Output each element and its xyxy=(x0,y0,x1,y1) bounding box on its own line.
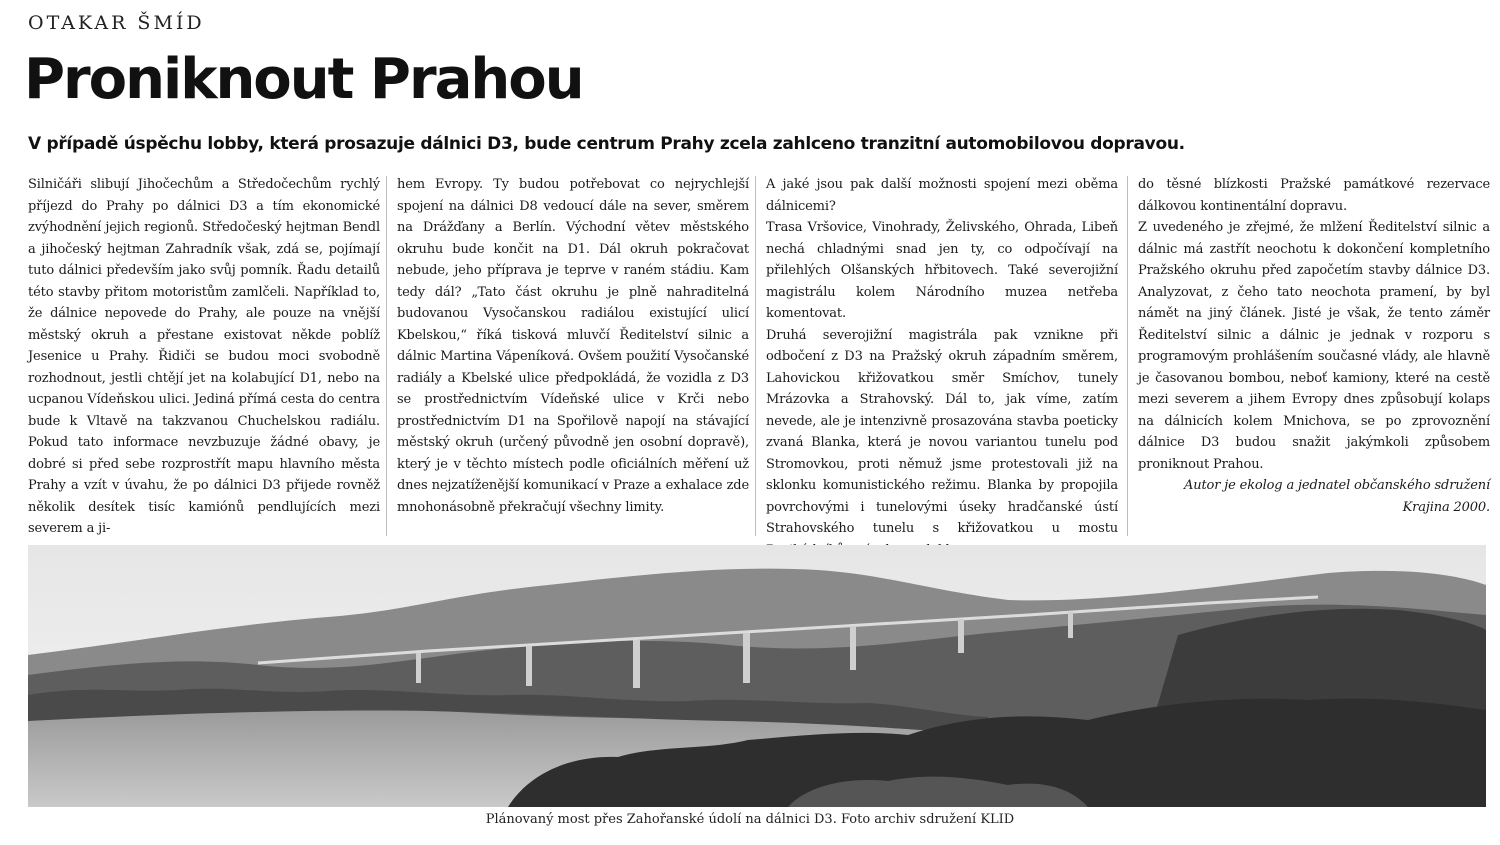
article-column-3 xyxy=(766,174,1118,561)
bridge-pillar xyxy=(1068,612,1073,638)
bridge-pillar xyxy=(958,619,964,653)
paragraph: Z uvedeného je zřejmé, že mlžení Ředitelství silnic a dálnic má zastřít neochotu k dokončení kompletního Pražského okruhu před započetím stavby dálnice D3. Analyzovat, z čeho tato neochota pramení, by byl námět na jiný článek. Jisté je však, že tento záměr Ředitelství silnic a dálnic je jednak v rozporu s programovým prohlášením současné vlády, ale hlavně je časovanou bombou, neboť kamiony, které na cestě mezi severem a jihem Evropy dnes způsobují kolaps na dálnicích kolem Mnichova, se po zprovoznění dálnice D3 budou snažit jakýmkoli způsobem proniknout Prahou. xyxy=(1138,220,1490,472)
lead-paragraph: V případě úspěchu lobby, která prosazuje dálnici D3, bude centrum Prahy zcela zahlceno tranzitní automobilovou dopravou. xyxy=(28,134,1185,154)
bridge-pillar xyxy=(416,653,421,683)
article-column-1 xyxy=(28,174,380,540)
paragraph: Silničáři slibují Jihočechům a Středočechům rychlý příjezd do Prahy po dálnici D3 a tím ekonomické zvýhodnění jejich regionů. Středočeský hejtman Bendl a jihočeský hejtman Zahradník však, zdá se, pojímají tuto dálnici především jako svůj pomník. Řadu detailů této stavby přitom motoristům zamlčeli. Například to, že dálnice nepovede do Prahy, ale pouze na vnější městský okruh a přestane existovat někde poblíž Jesenice u Prahy. Řidiči se budou moci svobodně rozhodnout, jestli chtějí jet na kolabující D1, nebo na ucpanou Vídeňskou ulici. Jediná přímá cesta do centra bude k Vltavě na takzvanou Chuchelskou radiálu. Pokud tato informace nevzbuzuje žádné obavy, je dobré si před sebe rozprostřít mapu hlavního města Prahy a vzít v úvahu, že po dálnici D3 přijede rovněž několik desítek tisíc kamiónů pendlujících mezi severem a ji- xyxy=(28,177,380,536)
article-column-2 xyxy=(397,174,749,518)
author-name: OTAKAR ŠMÍD xyxy=(28,12,205,34)
photo-caption: Plánovaný most přes Zahořanské údolí na dálnici D3. Foto archiv sdružení KLID xyxy=(485,812,1015,827)
headline: Proniknout Prahou xyxy=(24,47,583,112)
bridge-pillar xyxy=(743,633,750,683)
bridge-pillar xyxy=(850,626,856,670)
column-rule xyxy=(755,176,756,536)
bridge-pillar xyxy=(633,640,640,688)
paragraph: hem Evropy. Ty budou potřebovat co nejrychlejší spojení na dálnici D8 vedoucí dále na sever, směrem na Drážďany a Berlín. Východní větev městského okruhu bude končit na D1. Dál okruh pokračovat nebude, jeho příprava je teprve v raném stádiu. Kam tedy dál? „Tato část okruhu je plně nahraditelná budovanou Vysočanskou radiálou existující ulicí Kbelskou,“ říká tisková mluvčí Ředitelství silnic a dálnic Martina Vápeníková. Ovšem použití Vysočanské radiály a Kbelské ulice předpokládá, že vozidla z D3 se prostřednictvím Vídeňské ulice v Krči nebo prostřednictvím D1 na Spořilově napojí na stávající městský okruh (určený původně jen osobní dopravě), který je v těchto místech podle oficiálních měření už dnes nejzatíženější komunikací v Praze a exhalace zde mnohonásobně překračují všechny limity. xyxy=(397,177,749,515)
paragraph: Druhá severojižní magistrála pak vznikne při odbočení z D3 na Pražský okruh západním směrem, Lahovickou křižovatkou směr Smíchov, tunely Mrázovka a Strahovský. Dál to, jak víme, zatím nevede, ale je intenzivně prosazována stavba poeticky zvaná Blanka, která je novou variantou tunelu pod Stromovkou, proti němuž jsme protestovali již na sklonku komunistického režimu. Blanka by propojila povrchovými i tunelovými úseky hradčanské ústí Strahovského tunelu s křižovatkou u mostu xyxy=(766,327,1118,536)
bridge-landscape-photo xyxy=(28,545,1486,807)
paragraph: A jaké jsou pak další možnosti spojení mezi oběma dálnicemi? xyxy=(766,177,1118,214)
bridge-pillar xyxy=(526,646,532,686)
paragraph: do těsné blízkosti Pražské památkové rezervace dálkovou kontinentální dopravu. xyxy=(1138,177,1490,214)
article-column-4 xyxy=(1138,174,1490,518)
column-rule xyxy=(386,176,387,536)
author-signature: Autor je ekolog a jednatel občanského sdružení Krajina 2000. xyxy=(1184,478,1490,515)
paragraph: Trasa Vršovice, Vinohrady, Želivského, Ohrada, Libeň nechá chladnými snad jen ty, co odpočívají na přilehlých Olšanských hřbitovech. Také severojižní magistrálu kolem Národního muzea netřeba komentovat. xyxy=(766,220,1118,321)
column-rule xyxy=(1127,176,1128,536)
